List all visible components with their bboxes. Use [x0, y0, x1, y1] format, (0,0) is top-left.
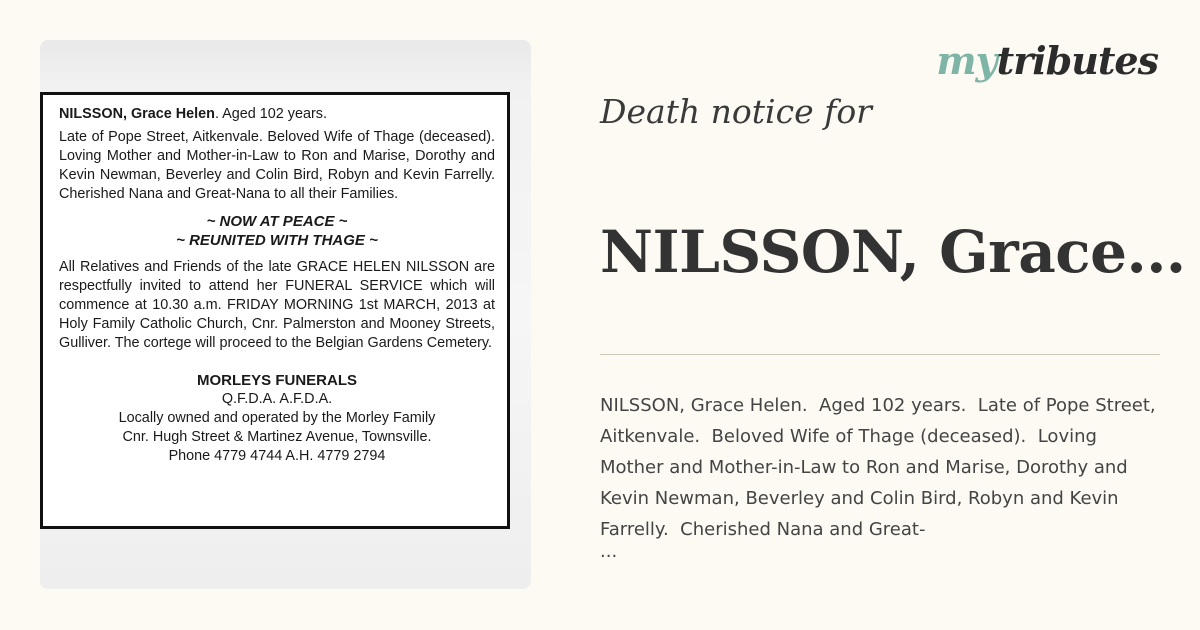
logo-prefix: my	[936, 38, 997, 83]
deceased-name: NILSSON, Grace...	[600, 218, 1186, 286]
notice-peace-line: ~ NOW AT PEACE ~	[206, 213, 348, 230]
notice-reunited-line: ~ REUNITED WITH THAGE ~	[176, 232, 378, 249]
notice-age: . Aged 102 years.	[214, 106, 327, 122]
notice-firm-owned: Locally owned and operated by the Morley Family	[118, 410, 436, 426]
mytributes-logo[interactable]	[936, 38, 1158, 83]
notice-firm-address: Cnr. Hugh Street & Martinez Avenue, Townsville.	[122, 429, 432, 445]
notice-excerpt: NILSSON, Grace Helen. Aged 102 years. Late of Pope Street, Aitkenvale. Beloved Wife of Thage (deceased). Loving Mother and Mother-in-Law to Ron and Marise, Dorothy and Kevin Newman, Beverley and Colin Bird, Robyn and Kevin Farrelly. Cherished Nana and Great-	[600, 395, 1156, 540]
notice-header	[59, 105, 495, 124]
newspaper-notice	[40, 92, 510, 529]
notice-image-panel	[40, 40, 531, 589]
notice-firm-phone: Phone 4779 4744 A.H. 4779 2794	[168, 448, 386, 464]
excerpt-ellipsis: ...	[600, 541, 618, 562]
notice-name: NILSSON, Grace Helen	[59, 106, 215, 122]
notice-family-text: Late of Pope Street, Aitkenvale. Beloved Wife of Thage (deceased). Loving Mother and Mother-in-Law to Ron and Marise, Dorothy and Kevin Newman, Beverley and Colin Bird, Robyn and Kevin Farrelly. Cherished Nana and Great-Nana to all their Families.	[59, 129, 495, 202]
divider	[600, 354, 1160, 355]
notice-funeral-firm: MORLEYS FUNERALS	[196, 372, 357, 389]
notice-service-text: All Relatives and Friends of the late GRACE HELEN NILSSON are respectfully invited to attend her FUNERAL SERVICE which will commence at 10.30 a.m. FRIDAY MORNING 1st MARCH, 2013 at Holy Family Catholic Church, Cnr. Palmerston and Mooney Streets, Gulliver. The cortege will proceed to the Belgian Gardens Cemetery.	[59, 259, 495, 351]
notice-firm-qualifications: Q.F.D.A. A.F.D.A.	[221, 391, 333, 407]
logo-suffix: tributes	[996, 38, 1158, 83]
page-heading: Death notice for	[600, 92, 872, 131]
